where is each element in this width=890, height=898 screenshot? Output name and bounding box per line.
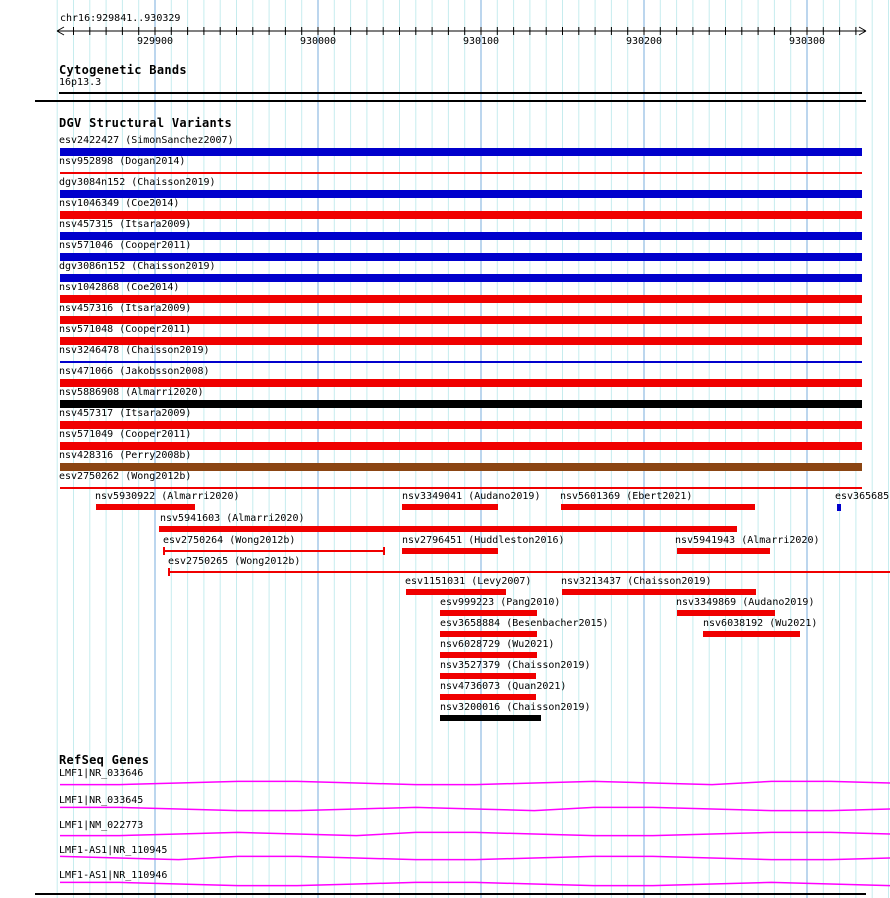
gene-structure-line[interactable] — [60, 882, 890, 885]
gene-label[interactable]: LMF1-AS1|NR_110945 — [59, 845, 168, 856]
variant-label[interactable]: nsv6038192 (Wu2021) — [703, 618, 818, 629]
variant-bar[interactable] — [60, 487, 862, 489]
variant-label[interactable]: esv2750264 (Wong2012b) — [163, 535, 296, 546]
variant-bar[interactable] — [406, 589, 506, 595]
cytoband-label[interactable]: 16p13.3 — [59, 77, 102, 88]
variant-bar[interactable] — [561, 504, 755, 510]
variant-label[interactable]: esv2750265 (Wong2012b) — [168, 556, 301, 567]
dgv-section-title: DGV Structural Variants — [59, 116, 233, 130]
variant-bar[interactable] — [60, 211, 862, 219]
gene-label[interactable]: LMF1|NR_033645 — [59, 795, 144, 806]
variant-label[interactable]: nsv3349041 (Audano2019) — [402, 491, 541, 502]
variant-bar[interactable] — [440, 652, 537, 658]
variant-bar[interactable] — [440, 610, 537, 616]
variant-label[interactable]: nsv571046 (Cooper2011) — [59, 240, 192, 251]
variant-span-endcap — [168, 568, 170, 576]
variant-label[interactable]: nsv5941603 (Almarri2020) — [160, 513, 305, 524]
variant-bar[interactable] — [703, 631, 800, 637]
variant-label[interactable]: nsv4736073 (Quan2021) — [440, 681, 567, 692]
variant-bar[interactable] — [677, 548, 770, 554]
ruler-tick-label: 929900 — [136, 36, 174, 47]
cytogenetic-section-title: Cytogenetic Bands — [59, 63, 187, 77]
variant-bar[interactable] — [60, 316, 862, 324]
variant-label[interactable]: nsv2796451 (Huddleston2016) — [402, 535, 565, 546]
variant-bar[interactable] — [60, 172, 862, 174]
variant-bar[interactable] — [60, 379, 862, 387]
variant-label[interactable]: esv1151031 (Levy2007) — [405, 576, 532, 587]
ruler-tick-label: 930300 — [788, 36, 826, 47]
ruler-left-arrow — [57, 31, 64, 35]
ruler-left-arrow — [57, 27, 64, 31]
variant-label[interactable]: esv999223 (Pang2010) — [440, 597, 561, 608]
variant-span-line[interactable] — [168, 571, 890, 573]
variant-label[interactable]: esv2422427 (SimonSanchez2007) — [59, 135, 234, 146]
variant-bar[interactable] — [440, 631, 537, 637]
gene-label[interactable]: LMF1-AS1|NR_110946 — [59, 870, 168, 881]
gene-structure-line[interactable] — [60, 781, 890, 784]
variant-bar[interactable] — [440, 715, 541, 721]
variant-bar[interactable] — [60, 190, 862, 198]
variant-bar[interactable] — [60, 463, 862, 471]
variant-label[interactable]: nsv428316 (Perry2008b) — [59, 450, 192, 461]
variant-label[interactable]: dgv3086n152 (Chaisson2019) — [59, 261, 216, 272]
variant-label[interactable]: nsv3349869 (Audano2019) — [676, 597, 815, 608]
variant-label[interactable]: nsv471066 (Jakobsson2008) — [59, 366, 210, 377]
variant-label[interactable]: nsv457317 (Itsara2009) — [59, 408, 192, 419]
variant-bar[interactable] — [60, 337, 862, 345]
ruler-tick-label: 930100 — [462, 36, 500, 47]
ruler-right-arrow — [859, 27, 866, 31]
variant-bar[interactable] — [60, 295, 862, 303]
refseq-section-title: RefSeq Genes — [59, 753, 150, 767]
variant-label[interactable]: nsv3246478 (Chaisson2019) — [59, 345, 210, 356]
ruler-tick-label: 930200 — [625, 36, 663, 47]
gene-label[interactable]: LMF1|NR_033646 — [59, 768, 144, 779]
variant-bar[interactable] — [159, 526, 737, 532]
variant-label[interactable]: nsv952898 (Dogan2014) — [59, 156, 186, 167]
variant-span-endcap — [163, 547, 165, 555]
ruler-tick-label: 930000 — [299, 36, 337, 47]
ruler-right-arrow — [859, 31, 866, 35]
variant-label[interactable]: nsv5886908 (Almarri2020) — [59, 387, 204, 398]
variant-bar[interactable] — [60, 148, 862, 156]
variant-bar[interactable] — [60, 253, 862, 261]
variant-label[interactable]: dgv3084n152 (Chaisson2019) — [59, 177, 216, 188]
variant-label[interactable]: nsv5601369 (Ebert2021) — [560, 491, 693, 502]
variant-label[interactable]: nsv5941943 (Almarri2020) — [675, 535, 820, 546]
variant-label[interactable]: nsv457316 (Itsara2009) — [59, 303, 192, 314]
variant-span-endcap — [383, 547, 385, 555]
variant-label[interactable]: nsv3527379 (Chaisson2019) — [440, 660, 591, 671]
gene-structure-line[interactable] — [60, 856, 890, 859]
gene-structure-line[interactable] — [60, 832, 890, 835]
variant-label[interactable]: nsv571048 (Cooper2011) — [59, 324, 192, 335]
variant-bar[interactable] — [96, 504, 195, 510]
variant-label[interactable]: esv3658884 (Besenbacher2015) — [440, 618, 609, 629]
variant-bar[interactable] — [60, 421, 862, 429]
variant-label[interactable]: nsv3200016 (Chaisson2019) — [440, 702, 591, 713]
variant-label[interactable]: nsv1042868 (Coe2014) — [59, 282, 180, 293]
variant-span-line[interactable] — [163, 550, 385, 552]
variant-label[interactable]: esv365685 — [835, 491, 890, 502]
variant-bar[interactable] — [60, 232, 862, 240]
variant-bar[interactable] — [677, 610, 775, 616]
variant-label[interactable]: nsv5930922 (Almarri2020) — [95, 491, 240, 502]
variant-label[interactable]: nsv3213437 (Chaisson2019) — [561, 576, 712, 587]
variant-label[interactable]: nsv457315 (Itsara2009) — [59, 219, 192, 230]
variant-label[interactable]: nsv6028729 (Wu2021) — [440, 639, 555, 650]
variant-bar[interactable] — [60, 442, 862, 450]
gene-structure-line[interactable] — [60, 807, 890, 810]
variant-bar[interactable] — [60, 361, 862, 363]
variant-label[interactable]: esv2750262 (Wong2012b) — [59, 471, 192, 482]
variant-point-marker[interactable] — [837, 504, 841, 511]
variant-label[interactable]: nsv571049 (Cooper2011) — [59, 429, 192, 440]
variant-bar[interactable] — [440, 694, 536, 700]
variant-bar[interactable] — [440, 673, 536, 679]
variant-bar[interactable] — [402, 548, 498, 554]
variant-bar[interactable] — [402, 504, 498, 510]
variant-bar[interactable] — [60, 274, 862, 282]
gene-label[interactable]: LMF1|NM_022773 — [59, 820, 144, 831]
region-coordinates: chr16:929841..930329 — [60, 13, 181, 24]
variant-label[interactable]: nsv1046349 (Coe2014) — [59, 198, 180, 209]
variant-bar[interactable] — [60, 400, 862, 408]
variant-bar[interactable] — [562, 589, 756, 595]
